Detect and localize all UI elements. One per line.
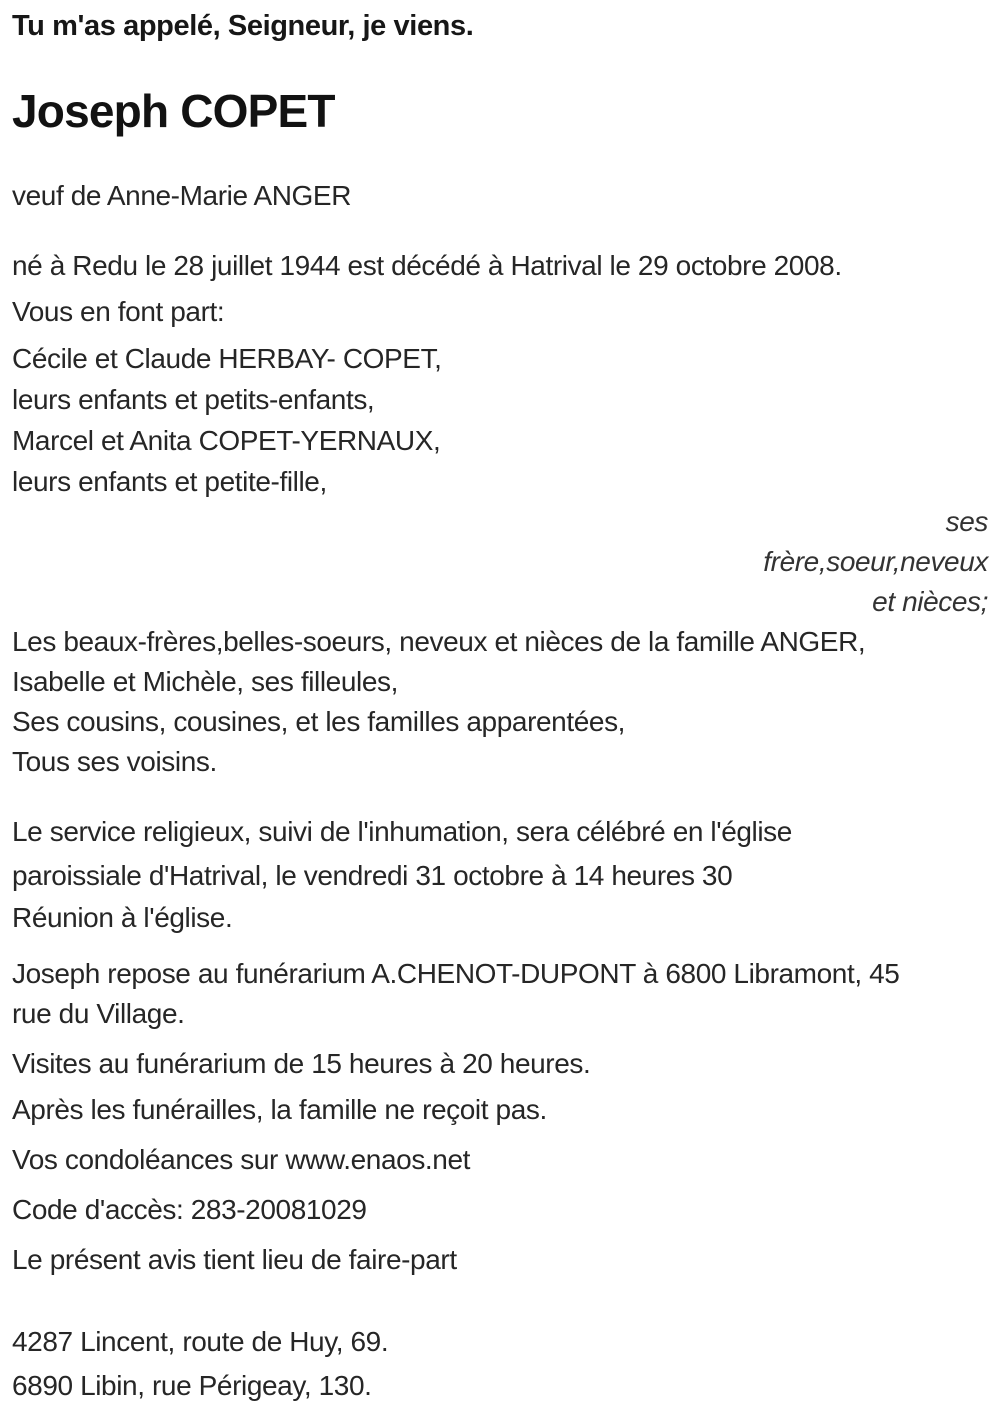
repose-paragraph: [12, 954, 988, 1034]
reunion-line: Réunion à l'église.: [12, 902, 233, 933]
family-line: leurs enfants et petite-fille,: [12, 466, 327, 497]
relatives-line: Ses cousins, cousines, et les familles apparentées,: [12, 706, 626, 737]
after-funeral-line: Après les funérailles, la famille ne reçoit pas.: [12, 1094, 547, 1125]
address-line: 6890 Libin, rue Périgeay, 130.: [12, 1370, 372, 1401]
visits-line: Visites au funérarium de 15 heures à 20 heures.: [12, 1048, 591, 1079]
relatives-line: Tous ses voisins.: [12, 746, 217, 777]
kinship-line: frère,soeur,neveux: [763, 546, 988, 577]
address-line: 4287 Lincent, route de Huy, 69.: [12, 1326, 389, 1357]
service-line: Le service religieux, suivi de l'inhumation, sera célébré en l'église: [12, 816, 792, 847]
deceased-name: Joseph COPET: [12, 85, 335, 137]
repose-line: Joseph repose au funérarium A.CHENOT-DUPONT à 6800 Libramont, 45: [12, 958, 900, 989]
address-block: [12, 1320, 988, 1408]
family-line: leurs enfants et petits-enfants,: [12, 384, 375, 415]
repose-line: rue du Village.: [12, 998, 185, 1029]
family-line: Cécile et Claude HERBAY- COPET,: [12, 343, 442, 374]
access-code-line: Code d'accès: 283-20081029: [12, 1194, 367, 1225]
kinship-line: et nièces;: [872, 586, 988, 617]
relatives-block: [12, 622, 988, 782]
service-line: paroissiale d'Hatrival, le vendredi 31 octobre à 14 heures 30: [12, 860, 733, 891]
faire-part-line: Le présent avis tient lieu de faire-part: [12, 1244, 457, 1275]
birth-death-line: né à Redu le 28 juillet 1944 est décédé à Hatrival le 29 octobre 2008.: [12, 250, 842, 281]
relation-line: veuf de Anne-Marie ANGER: [12, 180, 352, 211]
kinship-line: ses: [945, 506, 988, 537]
kinship-block: [12, 502, 988, 622]
condolences-line: Vos condoléances sur www.enaos.net: [12, 1144, 471, 1175]
service-paragraph: [12, 810, 988, 898]
family-block: [12, 338, 988, 502]
family-line: Marcel et Anita COPET-YERNAUX,: [12, 425, 441, 456]
relatives-line: Isabelle et Michèle, ses filleules,: [12, 666, 398, 697]
relatives-line: Les beaux-frères,belles-soeurs, neveux et nièces de la famille ANGER,: [12, 626, 866, 657]
epitaph-text: Tu m'as appelé, Seigneur, je viens.: [12, 10, 474, 42]
announcement-intro: Vous en font part:: [12, 296, 225, 327]
